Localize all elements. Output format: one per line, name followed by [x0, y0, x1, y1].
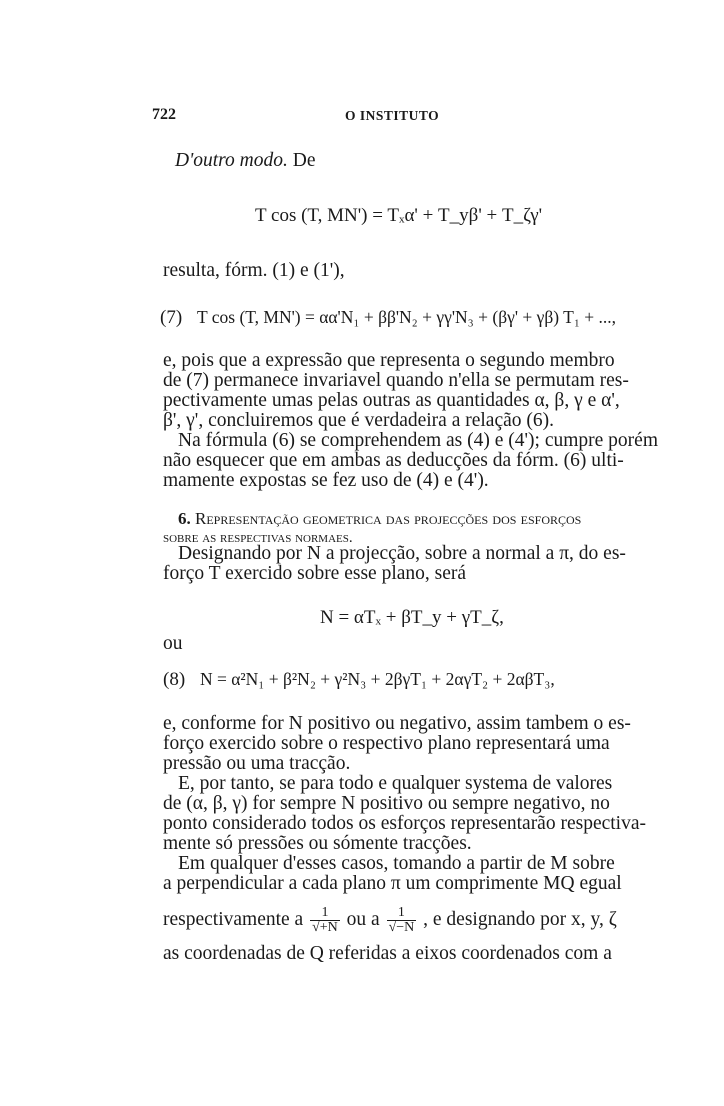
fraction-line-pre: respectivamente a — [163, 909, 304, 930]
text-line: Em qualquer d'esses casos, tomando a partir de M sobre — [178, 853, 615, 874]
intro-word: De — [292, 150, 316, 171]
text-line: ponto considerado todos os esforços representarão respectiva- — [163, 813, 646, 834]
equation-1: T cos (T, MN') = Tₓα' + T_yβ' + T_ζγ' — [255, 205, 543, 226]
intro-line — [175, 150, 316, 172]
text-line: de (7) permanece invariavel quando n'ella se permutam res- — [163, 370, 629, 391]
text-line: Designando por N a projecção, sobre a normal a π, do es- — [178, 543, 626, 564]
fraction-1 — [310, 906, 340, 935]
equation-8: N = α²N₁ + β²N₂ + γ²N₃ + 2βγT₁ + 2αγT₂ + 2αβT₃, — [200, 669, 555, 689]
text-line: de (α, β, γ) for sempre N positivo ou sempre negativo, no — [163, 793, 610, 814]
text-line: mamente expostas se fez uso de (4) e (4'). — [163, 470, 489, 491]
intro-phrase: D'outro modo. — [175, 150, 288, 171]
ou-line: ou — [163, 633, 183, 654]
fraction-2-denominator: √−N — [388, 920, 415, 936]
equation-7: T cos (T, MN') = αα'N₁ + ββ'N₂ + γγ'N₃ + (βγ' + γβ) T₁ + ..., — [197, 307, 617, 327]
text-line: forço T exercido sobre esse plano, será — [163, 563, 467, 584]
text-line: pectivamente umas pelas outras as quantidades α, β, γ e α', — [163, 390, 620, 411]
fraction-1-denominator: √+N — [312, 920, 338, 936]
equation-7-label: (7) — [160, 307, 183, 328]
resulta-line: resulta, fórm. (1) e (1'), — [163, 260, 345, 281]
text-line: e, pois que a expressão que representa o segundo membro — [163, 350, 615, 371]
text-line: E, por tanto, se para todo e qualquer systema de valores — [178, 773, 613, 794]
fraction-line-mid: ou a — [346, 909, 380, 930]
running-header: O INSTITUTO — [345, 108, 440, 123]
fraction-2-numerator: 1 — [387, 906, 417, 921]
equation-N: N = αTₓ + βT_y + γT_ζ, — [320, 607, 504, 628]
fraction-2 — [387, 906, 417, 935]
text-line: pressão ou uma tracção. — [163, 753, 351, 774]
section-title-1: Representação geometrica das projecções dos esforços — [195, 509, 582, 528]
final-line: as coordenadas de Q referidas a eixos coordenados com a — [163, 943, 612, 964]
section-number: 6. — [178, 509, 191, 528]
text-line: e, conforme for N positivo ou negativo, assim tambem o es- — [163, 713, 631, 734]
equation-8-label: (8) — [163, 669, 186, 690]
fraction-line — [163, 903, 617, 937]
text-line: mente só pressões ou sómente tracções. — [163, 833, 472, 854]
text-line: forço exercido sobre o respectivo plano representará uma — [163, 733, 610, 754]
page-number: 722 — [152, 106, 176, 123]
text-line: a perpendicular a cada plano π um comprimente MQ egual — [163, 873, 622, 894]
section-title-2: sobre as respectivas normaes. — [163, 530, 353, 546]
fraction-1-numerator: 1 — [310, 906, 340, 921]
fraction-line-post: , e designando por x, y, ζ — [423, 909, 617, 930]
text-line: Na fórmula (6) se comprehendem as (4) e (4'); cumpre porém — [178, 430, 658, 451]
text-line: não esquecer que em ambas as deducções da fórm. (6) ulti- — [163, 450, 624, 471]
text-line: β', γ', concluiremos que é verdadeira a relação (6). — [163, 410, 554, 431]
